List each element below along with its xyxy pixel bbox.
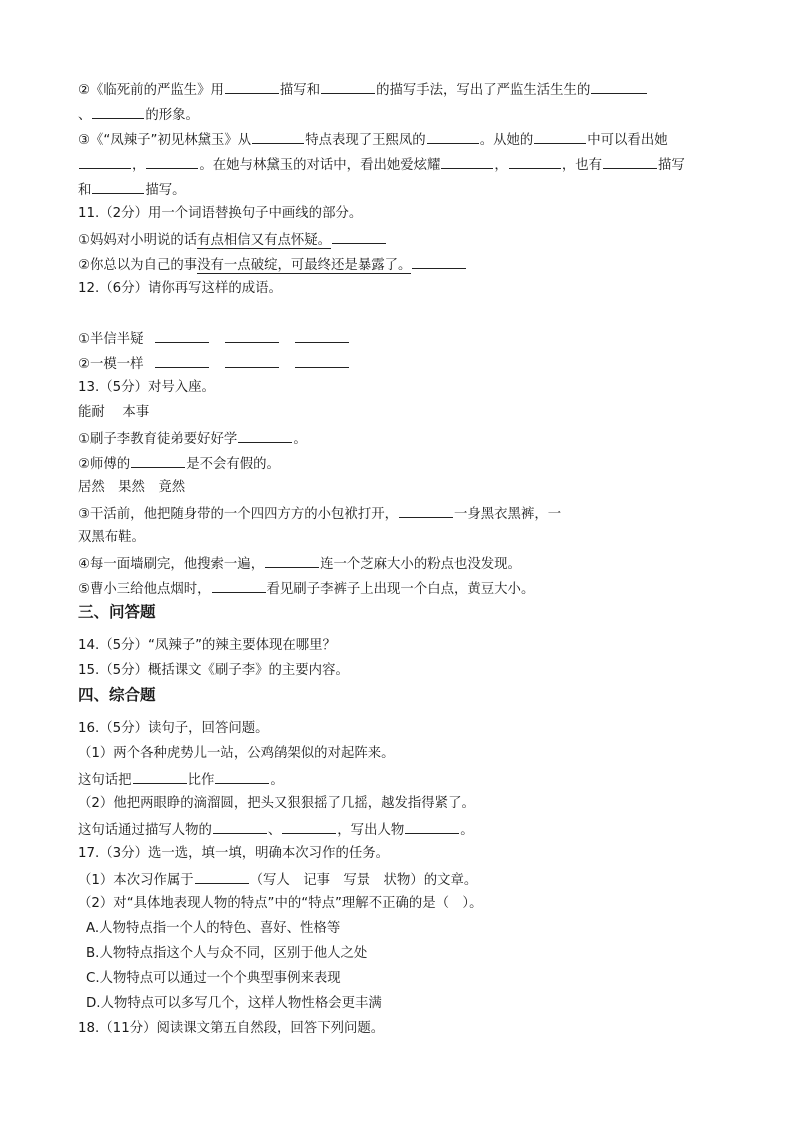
section-heading-comprehensive: 四、综合题 bbox=[78, 686, 156, 704]
answer-blank[interactable] bbox=[131, 453, 185, 468]
text: ②《临死前的严监生》用 bbox=[78, 83, 224, 98]
text: 。 bbox=[293, 432, 307, 447]
q12-title: 12.（6分）请你再写这样的成语。 bbox=[78, 281, 282, 296]
text: ，写出人物 bbox=[337, 823, 405, 838]
answer-blank[interactable] bbox=[427, 129, 479, 144]
text: 是不会有假的。 bbox=[186, 457, 280, 472]
q13-sentence-3-cont: 双黑布鞋。 bbox=[78, 530, 145, 545]
q13-sentence-5 bbox=[78, 578, 534, 600]
text: 中可以看出她 bbox=[587, 133, 668, 148]
answer-blank[interactable] bbox=[238, 428, 292, 443]
text: 看见刷子李裤子上出现一个白点，黄豆大小。 bbox=[266, 582, 535, 597]
text: 。 bbox=[460, 823, 474, 838]
q17-option-b[interactable]: B.人物特点指这个人与众不同，区别于他人之处 bbox=[86, 946, 368, 961]
text: ， bbox=[132, 158, 146, 173]
text: 连一个芝麻大小的粉点也没发现。 bbox=[320, 557, 521, 572]
q13-sentence-1 bbox=[78, 428, 307, 450]
q16-part-1: （1）两个各种虎势儿一站，公鸡鹐架似的对起阵来。 bbox=[78, 746, 395, 761]
text: （写人 记事 写景 状物）的文章。 bbox=[249, 873, 478, 888]
q16-part-1-answer bbox=[78, 769, 284, 791]
answer-blank[interactable] bbox=[215, 769, 269, 784]
text: （1）本次习作属于 bbox=[78, 873, 194, 888]
answer-blank[interactable] bbox=[133, 769, 187, 784]
answer-blank[interactable] bbox=[79, 154, 131, 169]
text: ③《“凤辣子”初见林黛玉》从 bbox=[78, 133, 252, 148]
answer-blank[interactable] bbox=[92, 179, 144, 194]
q17-part-2: （2）对“具体地表现人物的特点”中的“特点”理解不正确的是（ ）。 bbox=[78, 896, 483, 911]
answer-blank[interactable] bbox=[509, 154, 561, 169]
q13-sentence-4 bbox=[78, 553, 521, 575]
text: 。从她的 bbox=[479, 133, 534, 148]
q13-word-bank-1: 能耐 本事 bbox=[78, 405, 150, 420]
underlined-phrase: 有点相信又有点怀疑。 bbox=[197, 233, 332, 248]
text: 、 bbox=[78, 108, 92, 123]
q13-word-bank-2: 居然 果然 竟然 bbox=[78, 480, 186, 495]
q13-sentence-2 bbox=[78, 453, 280, 475]
q10-line-3 bbox=[78, 129, 668, 151]
text: 一身黑衣黑裤，一 bbox=[454, 507, 562, 522]
q16-part-2: （2）他把两眼睁的滴溜圆，把头又狠狠摇了几摇，越发指得紧了。 bbox=[78, 796, 475, 811]
text: 比作 bbox=[187, 773, 215, 788]
answer-blank[interactable] bbox=[92, 104, 144, 119]
answer-blank[interactable] bbox=[225, 353, 279, 368]
answer-blank[interactable] bbox=[195, 869, 249, 884]
answer-blank[interactable] bbox=[591, 79, 647, 94]
q18-title: 18.（11分）阅读课文第五自然段，回答下列问题。 bbox=[78, 1021, 385, 1036]
answer-blank[interactable] bbox=[295, 328, 349, 343]
answer-blank[interactable] bbox=[212, 578, 266, 593]
q16-part-2-answer bbox=[78, 819, 474, 841]
text: ①半信半疑 bbox=[78, 332, 144, 347]
text: 描写 bbox=[657, 158, 685, 173]
text: 的形象。 bbox=[145, 108, 199, 123]
answer-blank[interactable] bbox=[405, 819, 459, 834]
q14: 14.（5分）“凤辣子”的辣主要体现在哪里？ bbox=[78, 638, 336, 653]
text: ⑤曹小三给他点烟时， bbox=[78, 582, 211, 597]
answer-blank[interactable] bbox=[332, 229, 386, 244]
q11-sentence-1 bbox=[78, 229, 387, 251]
answer-blank[interactable] bbox=[295, 353, 349, 368]
text: 这句话把 bbox=[78, 773, 132, 788]
q15: 15.（5分）概括课文《刷子李》的主要内容。 bbox=[78, 663, 349, 678]
answer-blank[interactable] bbox=[265, 553, 319, 568]
q17-option-c[interactable]: C.人物特点可以通过一个个典型事例来表现 bbox=[86, 971, 341, 986]
q10-line-4 bbox=[78, 154, 685, 176]
q10-line-5 bbox=[78, 179, 186, 201]
q13-title: 13.（5分）对号入座。 bbox=[78, 380, 215, 395]
q10-line-1 bbox=[78, 79, 648, 101]
answer-blank[interactable] bbox=[252, 129, 304, 144]
q13-sentence-3 bbox=[78, 503, 561, 525]
q12-item-1 bbox=[78, 328, 350, 350]
text: 描写。 bbox=[145, 183, 186, 198]
answer-blank[interactable] bbox=[321, 79, 375, 94]
underlined-phrase: 没有一点破绽，可最终还是暴露了。 bbox=[197, 258, 412, 273]
text: 特点表现了王熙凤的 bbox=[305, 133, 426, 148]
answer-blank[interactable] bbox=[412, 254, 466, 269]
answer-blank[interactable] bbox=[225, 79, 279, 94]
answer-blank[interactable] bbox=[441, 154, 493, 169]
text: ， bbox=[494, 158, 508, 173]
section-heading-qa: 三、问答题 bbox=[78, 603, 156, 621]
q12-item-2 bbox=[78, 353, 350, 375]
text: ③干活前，他把随身带的一个四四方方的小包袱打开， bbox=[78, 507, 398, 522]
q17-option-d[interactable]: D.人物特点可以多写几个，这样人物性格会更丰满 bbox=[86, 996, 382, 1011]
text: ④每一面墙刷完，他搜索一遍， bbox=[78, 557, 265, 572]
q17-title: 17.（3分）选一选，填一填，明确本次习作的任务。 bbox=[78, 846, 390, 861]
q17-part-1 bbox=[78, 869, 477, 891]
text: 这句话通过描写人物的 bbox=[78, 823, 212, 838]
text: 的描写手法，写出了严监生活生生的 bbox=[376, 83, 591, 98]
answer-blank[interactable] bbox=[225, 328, 279, 343]
answer-blank[interactable] bbox=[534, 129, 586, 144]
q17-option-a[interactable]: A.人物特点指一个人的特色、喜好、性格等 bbox=[86, 921, 341, 936]
answer-blank[interactable] bbox=[155, 328, 209, 343]
answer-blank[interactable] bbox=[213, 819, 267, 834]
answer-blank[interactable] bbox=[603, 154, 657, 169]
text: 描写和 bbox=[279, 83, 321, 98]
q16-title: 16.（5分）读句子，回答问题。 bbox=[78, 721, 269, 736]
text: ②师傅的 bbox=[78, 457, 131, 472]
answer-blank[interactable] bbox=[282, 819, 336, 834]
text: ①妈妈对小明说的话 bbox=[78, 233, 198, 248]
text: 。在她与林黛玉的对话中，看出她爱炫耀 bbox=[199, 158, 441, 173]
text: ②一模一样 bbox=[78, 357, 144, 372]
text: ②你总以为自己的事 bbox=[78, 258, 198, 273]
q11-sentence-2 bbox=[78, 254, 467, 276]
text: ，也有 bbox=[561, 158, 602, 173]
q11-title: 11.（2分）用一个词语替换句子中画线的部分。 bbox=[78, 206, 363, 221]
answer-blank[interactable] bbox=[399, 503, 453, 518]
text: 、 bbox=[267, 823, 282, 838]
text: ①刷子李教育徒弟要好好学 bbox=[78, 432, 238, 447]
q10-line-2 bbox=[78, 104, 199, 126]
answer-blank[interactable] bbox=[155, 353, 209, 368]
answer-blank[interactable] bbox=[146, 154, 198, 169]
text: 。 bbox=[270, 773, 284, 788]
text: 和 bbox=[78, 183, 92, 198]
